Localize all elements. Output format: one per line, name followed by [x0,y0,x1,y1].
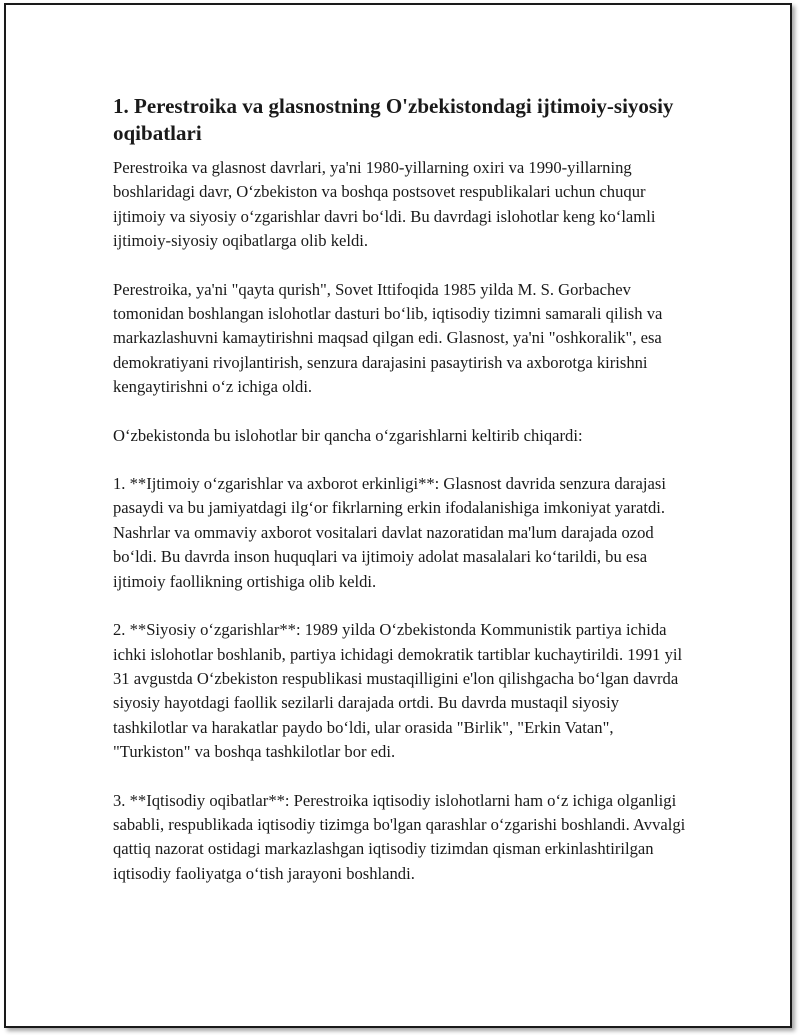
document-content [113,93,693,910]
paragraph-list-intro: O‘zbekistonda bu islohotlar bir qancha o‘zgarishlarni keltirib chiqardi: [113,425,583,445]
paragraph-economic-consequences: 3. **Iqtisodiy oqibatlar**: Perestroika iqtisodiy islohotlarni ham o‘z ichiga olganligi sababli, respublikada iqtisodiy tizimga bo'lgan qarashlar o‘zgarishi boshlandi. Avvalgi qattiq nazorat ostidagi markazlashgan iqtisodiy tizimdan qisman erkinlashtirilgan iqtisodiy faoliyatga o‘tish jarayoni boshlandi. [113,790,686,883]
paragraph-social-changes: 1. **Ijtimoiy o‘zgarishlar va axborot erkinligi**: Glasnost davrida senzura darajasi pasaydi va bu jamiyatdagi ilg‘or fikrlarning erkin ifodalanishiga imkoniyat yaratdi. Nashrlar va ommaviy axborot vositalari davlat nazoratidan ma'lum darajada ozod bo‘ldi. Bu davrda inson huquqlari va ijtimoiy adolat masalalari ko‘tarildi, bu esa ijtimoiy faollikning ortishiga olib keldi. [113,474,666,591]
paragraph-intro: Perestroika va glasnost davrlari, ya'ni 1980-yillarning oxiri va 1990-yillarning boshlaridagi davr, O‘zbekiston va boshqa postsovet respublikalari uchun chuqur ijtimoiy va siyosiy o‘zgarishlar davri bo‘ldi. Bu davrdagi islohotlar keng ko‘lamli ijtimoiy-siyosiy oqibatlarga olib keldi. [113,158,656,251]
paragraph-perestroika-definition: Perestroika, ya'ni "qayta qurish", Sovet Ittifoqida 1985 yilda M. S. Gorbachev tomonidan boshlangan islohotlar dasturi bo‘lib, iqtisodiy tizimni samarali qilish va markazlashuvni kamaytirishni maqsad qilgan edi. Glasnost, ya'ni "oshkoralik", esa demokratiyani rivojlantirish, senzura darajasini pasaytirish va axborotga kirishni kengaytirishni o‘z ichiga oldi. [113,279,663,397]
section-heading: 1. Perestroika va glasnostning O'zbekistondagi ijtimoiy-siyosiy oqibatlari [113,94,674,145]
paragraph-political-changes: 2. **Siyosiy o‘zgarishlar**: 1989 yilda O‘zbekistonda Kommunistik partiya ichida ichki islohotlar boshlanib, partiya ichidagi demokratik tartiblar kuchaytirildi. 1991 yil 31 avgustda O‘zbekiston respublikasi mustaqilligini e'lon qilishgacha bo‘lgan davrda siyosiy hayotdagi faollik sezilarli darajada ortdi. Bu davrda mustaqil siyosiy tashkilotlar va harakatlar paydo bo‘ldi, ular orasida "Birlik", "Erkin Vatan", "Turkiston" va boshqa tashkilotlar bor edi. [113,620,683,762]
